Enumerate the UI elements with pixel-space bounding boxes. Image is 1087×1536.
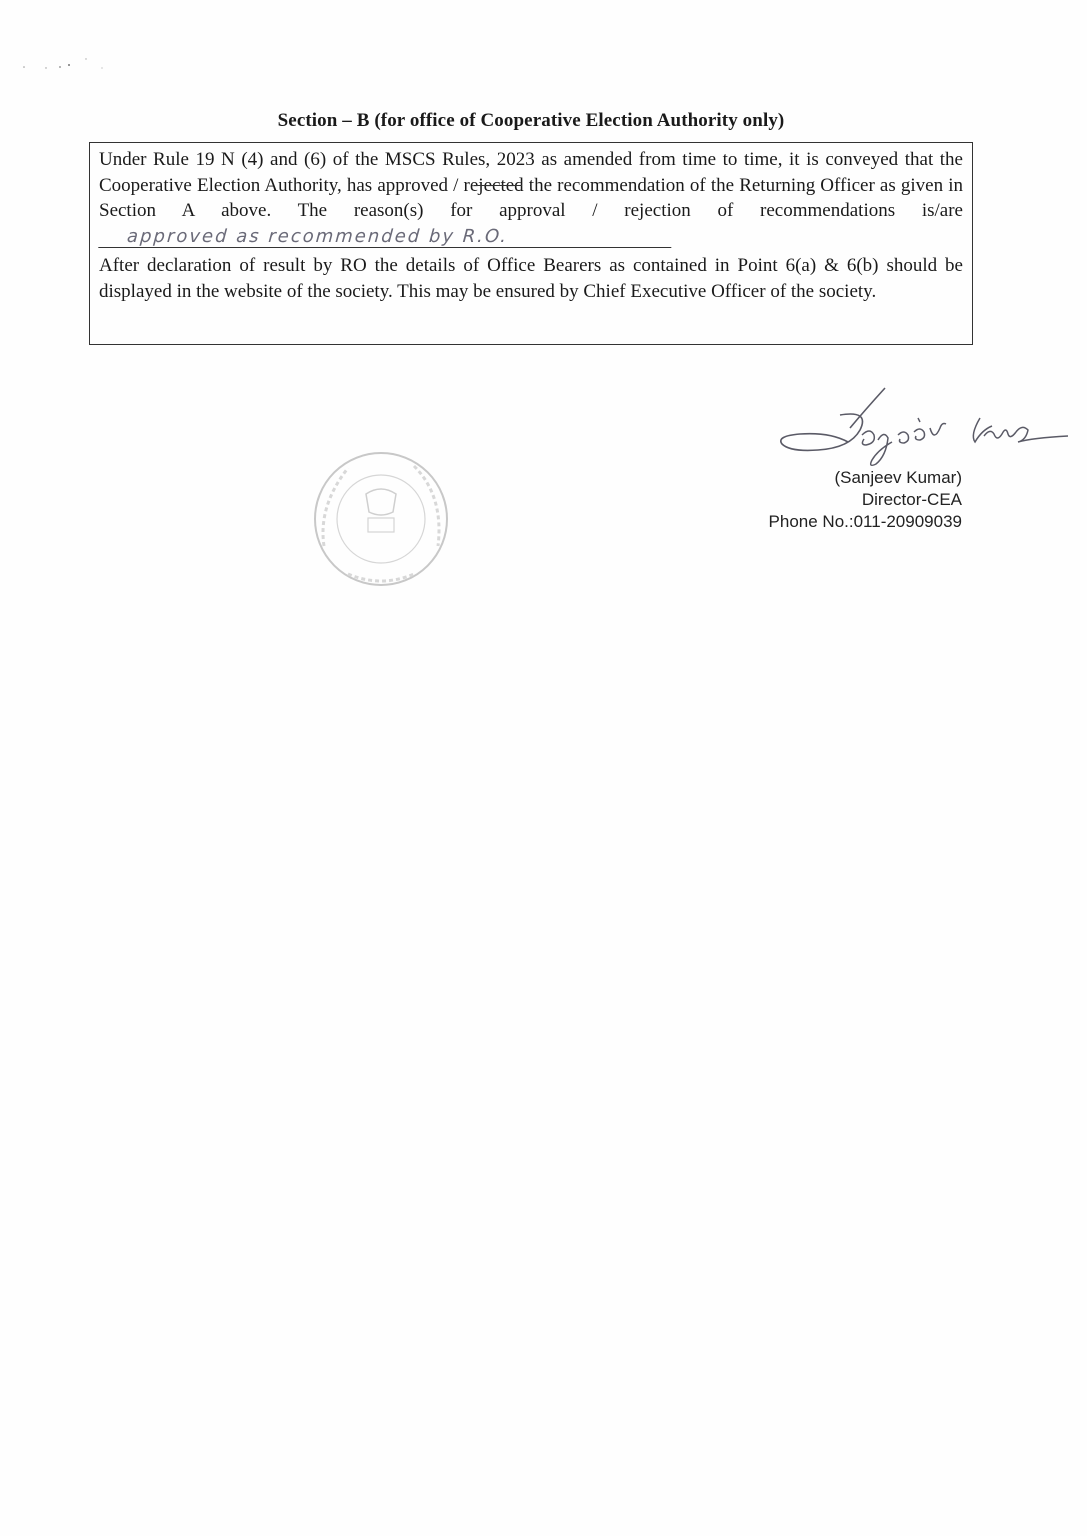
signatory-phone: Phone No.:011-20909039 bbox=[768, 512, 962, 531]
signatory-block bbox=[769, 467, 962, 533]
section-heading: Section – B (for office of Cooperative Election Authority only) bbox=[277, 110, 785, 131]
approval-text-start: Under Rule 19 N (4) and (6) of the MSCS Rules, 2023 as amended from time to time, it is conveyed that the Cooperative Election Authority, has approved / bbox=[99, 149, 963, 196]
svg-text:Sanjeev Kumar: Sanjeev Kumar bbox=[770, 380, 777, 381]
display-instructions-paragraph: After declaration of result by RO the details of Office Bearers as contained in Point 6(a) & 6(b) should be displayed in the website of the society. This may be ensured by Chief Executive Officer of the society. bbox=[99, 255, 963, 302]
approval-paragraph bbox=[99, 147, 963, 249]
struck-rejected-word: rejected bbox=[463, 174, 524, 196]
signature bbox=[770, 380, 1070, 480]
signatory-name: (Sanjeev Kumar) bbox=[834, 468, 962, 487]
handwritten-reason: approved as recommended by R.O. bbox=[98, 227, 672, 248]
signatory-designation: Director-CEA bbox=[861, 490, 962, 509]
scan-specks bbox=[20, 55, 140, 75]
section-b-box bbox=[89, 142, 973, 345]
seal-stamp bbox=[308, 446, 454, 592]
approval-text-end: the recommendation of the Returning Officer as given in Section A above. The reason(s) for approval / rejection of recommendations is/are bbox=[99, 174, 963, 221]
